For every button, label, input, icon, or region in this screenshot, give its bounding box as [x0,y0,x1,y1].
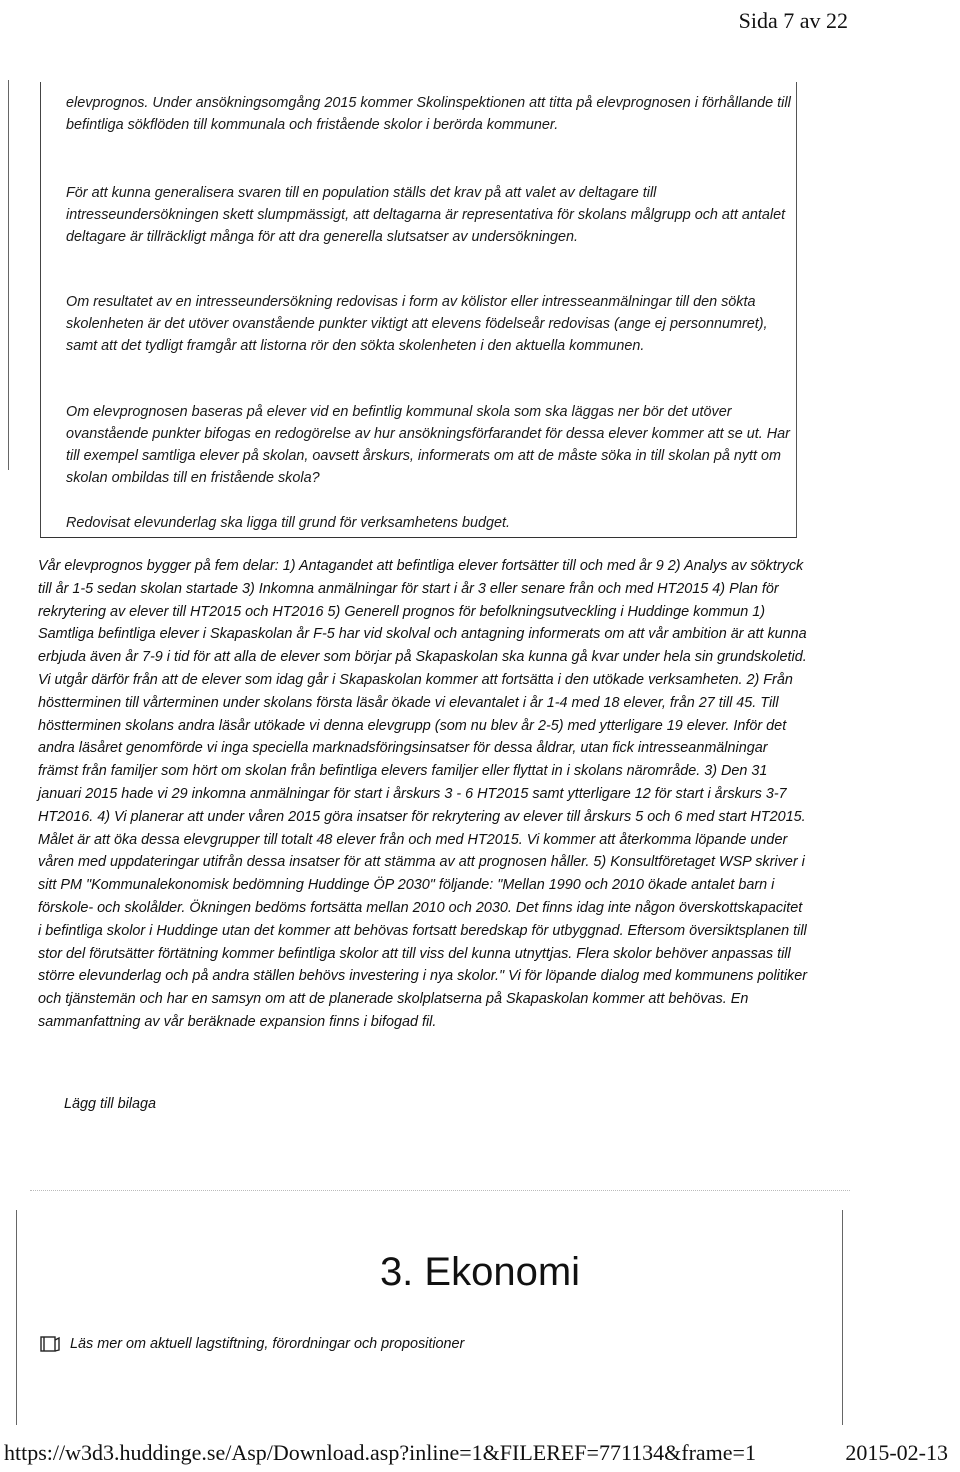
read-more-label: Läs mer om aktuell lagstiftning, förordningar och propositioner [70,1336,465,1352]
guidance-paragraph: Redovisat elevunderlag ska ligga till grund för verksamhetens budget. [66,515,510,531]
page-number: Sida 7 av 22 [738,8,848,33]
guidance-paragraph: Om elevprognosen baseras på elever vid en befintlig kommunal skola som ska läggas ner bör det utöver ovanstående punkter bifogas en redogörelse av hur ansökningsförfarandet för dessa elever kommer att se ut. Har till exempel samtliga elever på skolan, oavsett årskurs, informerats om att de måste söka in till skolan på nytt om skolan ombildas till en fristående skola? [66,404,790,486]
footer-url: https://w3d3.huddinge.se/Asp/Download.asp?inline=1&FILEREF=771134&frame=1 [4,1440,756,1465]
book-icon [40,1335,62,1353]
guidance-paragraph: Om resultatet av en intresseundersökning redovisas i form av kölistor eller intresseanmälningar till den sökta skolenheten är det utöver ovanstående punkter viktigt att elevens födelseår redovisas (ange ej personnumret), samt att det tydligt framgår att listorna rör den sökta skolenheten i den aktuella kommunen. [66,294,768,354]
add-attachment-link[interactable]: Lägg till bilaga [64,1096,157,1112]
answer-text[interactable]: Vår elevprognos bygger på fem delar: 1) Antagandet att befintliga elever fortsätter till och med år 9 2) Analys av söktryck till år 1-5 sedan skolan startade 3) Inkomna anmälningar för start i år 3 eller senare från och med HT2015 4) Plan för rekrytering av elever till HT2015 och HT2016 5) Generell prognos för befolkningsutveckling i Huddinge kommun 1) Samtliga befintliga elever i Skapaskolan år F-5 har vid skolval och antagning informerats om att vår ambition är att kunna erbjuda även år 7-9 i tid för att alla de elever som börjar på Skapaskolan ska kunna gå kvar under hela sin grundskoletid. Vi utgår därför från att de elever som idag går i Skapaskolan kommer att fortsätta i den utökade verksamheten. 2) Från höstterminen till vårterminen under skolans första läsår ökade vi elevantalet i år 1-4 med 18 elever, från 27 till 45. Till höstterminen skolans andra läsår utökade vi denna elevgrupp (som nu blev år 2-5) med ytterligare 19 elever. Inför det andra läsåret genomförde vi inga speciella marknadsföringsinsatser för dessa åldrar, utan fick intresseanmälningar främst från familjer som hört om skolan från befintliga elevers familjer eller flyttat in i skolans närområde. 3) Den 31 januari 2015 hade vi 29 inkomna anmälningar för start i årskurs 3 - 6 HT2015 samt ytterligare 12 för start i årskurs 3-7 HT2016. 4) Vi planerar att under våren 2015 göra insatser för rekrytering av elever till årskurs 5 och 6 med start HT2015. Målet är att öka dessa elevgrupper till totalt 48 elever från och med HT2015. Vi kommer att återkomma löpande under våren med uppdateringar utifrån dessa insatser för att stämma av att prognosen håller. 5) Konsultföretaget WSP skriver i sitt PM "Kommunalekonomisk bedömning Huddinge ÖP 2030" följande: "Mellan 1990 och 2010 ökade antalet barn i förskole- och skolålder. Ökningen bedöms fortsätta mellan 2010 och 2030. Det finns idag inte någon överskottskapacitet i befintliga skolor i Huddinge utan det kommer att behövas fortsatt beredskap för utbyggnad. Eftersom översiktsplanen till stor del förutsätter förtätning kommer befintliga skolor att till viss del kunna utnyttjas. Flera skolor behöver anpassas till större elevunderlag och på andra ställen behövs investering i nya skolor." Vi för löpande dialog med kommunens politiker och tjänstemän och har en samsyn om att de planerade skolplatserna på Skapaskolan kommer att behövas. En sammanfattning av vår beräknade expansion finns i bifogad fil. [38,558,808,1030]
guidance-paragraph: elevprognos. Under ansökningsomgång 2015 kommer Skolinspektionen att titta på elevprognosen i förhållande till befintliga sökflöden till kommunala och fristående skolor i berörda kommuner. [66,95,791,133]
section-heading: 3. Ekonomi [379,1250,581,1294]
margin-line [842,1210,843,1425]
margin-line [8,80,9,470]
guidance-paragraph: För att kunna generalisera svaren till en population ställs det krav på att valet av deltagare till intresseundersökningen skett slumpmässigt, att deltagarna är representativa för skolans målgrupp och att antalet deltagare är tillräckligt många för att dra generella slutsatser av undersökningen. [66,185,786,245]
scan-divider [30,1190,850,1191]
margin-line [16,1210,17,1425]
read-more-link[interactable] [40,1335,464,1353]
footer-date: 2015-02-13 [845,1440,948,1465]
